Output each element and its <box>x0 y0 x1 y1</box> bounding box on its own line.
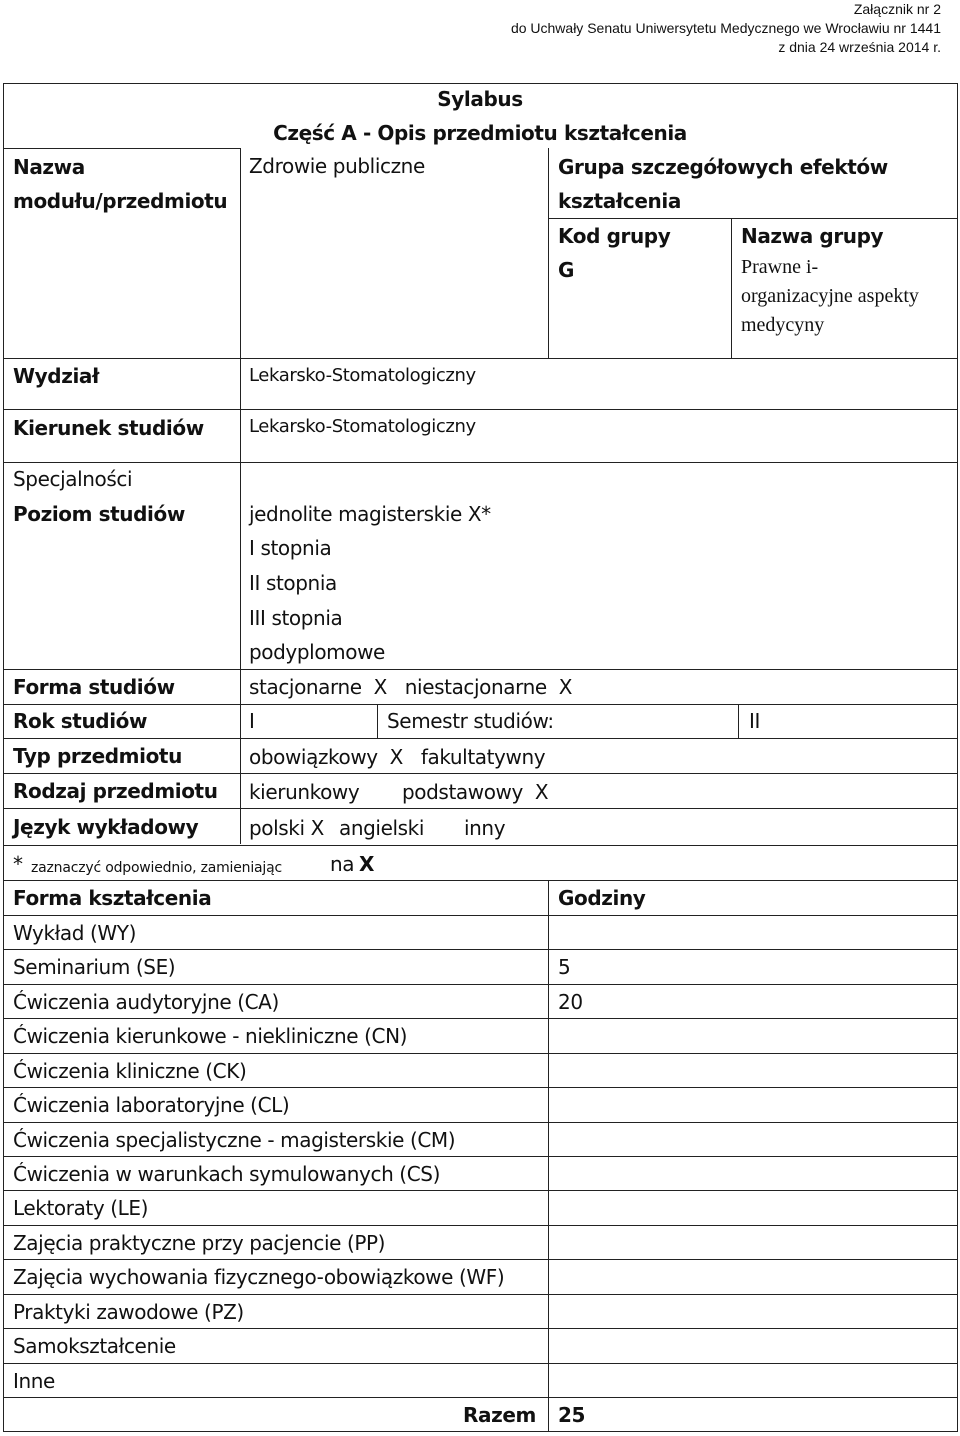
rule <box>3 1328 958 1329</box>
rule <box>3 1018 958 1019</box>
attachment-line-1: Załącznik nr 2 <box>853 1 941 17</box>
rule <box>3 1225 958 1226</box>
attachment-line-2: do Uchwały Senatu Uniwersytetu Medycznego we Wrocławiu nr 1441 <box>510 20 941 36</box>
education-row-hours: 5 <box>558 955 571 979</box>
language-value-b: angielski <box>339 816 425 840</box>
education-row-name: Ćwiczenia kierunkowe - niekliniczne (CN) <box>13 1024 408 1048</box>
education-form-header: Forma kształcenia <box>13 886 212 910</box>
rule <box>3 704 958 705</box>
rule <box>548 880 549 1432</box>
kind-value-a: kierunkowy <box>249 780 360 804</box>
rule <box>3 1087 958 1088</box>
form-value: stacjonarne X niestacjonarne X <box>249 675 573 699</box>
direction-value: Lekarsko-Stomatologiczny <box>249 416 476 437</box>
year-label: Rok studiów <box>13 709 148 733</box>
note-text: zaznaczyć odpowiednio, zamieniając <box>31 860 282 876</box>
level-option: I stopnia <box>249 536 332 560</box>
rule <box>3 1363 958 1364</box>
rule <box>3 1053 958 1054</box>
group-name-line3: medycyny <box>741 314 825 336</box>
group-name-line1: Prawne i- <box>741 256 819 278</box>
rule <box>3 1397 958 1398</box>
kind-value-b: podstawowy X <box>402 780 549 804</box>
rule <box>3 148 240 149</box>
note-x: X <box>359 852 375 876</box>
language-value-c: inny <box>464 816 506 840</box>
rule <box>548 148 549 358</box>
type-value: obowiązkowy X fakultatywny <box>249 745 546 769</box>
faculty-label: Wydział <box>13 364 100 388</box>
faculty-value: Lekarsko-Stomatologiczny <box>249 365 476 386</box>
education-row-name: Seminarium (SE) <box>13 955 176 979</box>
rule <box>3 845 958 846</box>
module-value: Zdrowie publiczne <box>249 154 425 178</box>
education-row-name: Ćwiczenia specjalistyczne - magisterskie (CM) <box>13 1128 456 1152</box>
education-row-name: Ćwiczenia kliniczne (CK) <box>13 1059 247 1083</box>
year-value: I <box>249 709 255 733</box>
type-label: Typ przedmiotu <box>13 744 182 768</box>
attachment-line-3: z dnia 24 września 2014 r. <box>778 39 941 55</box>
rule <box>3 409 958 410</box>
education-row-name: Samokształcenie <box>13 1334 176 1358</box>
group-header-line1: Grupa szczegółowych efektów <box>558 155 888 179</box>
total-label: Razem <box>463 1403 536 1427</box>
language-value-a: polski X <box>249 816 324 840</box>
rule <box>3 915 958 916</box>
kind-label: Rodzaj przedmiotu <box>13 779 218 803</box>
module-label-line1: Nazwa <box>13 155 85 179</box>
rule <box>377 704 378 738</box>
rule <box>3 462 958 463</box>
rule <box>3 669 958 670</box>
form-label: Forma studiów <box>13 675 175 699</box>
education-row-hours: 20 <box>558 990 583 1014</box>
rule <box>3 880 958 881</box>
level-option: III stopnia <box>249 606 343 630</box>
education-hours-header: Godziny <box>558 886 646 910</box>
rule <box>3 984 958 985</box>
group-code-value: G <box>558 258 575 282</box>
rule <box>738 704 739 738</box>
education-row-name: Zajęcia wychowania fizycznego-obowiązkowe (WF) <box>13 1265 505 1289</box>
rule <box>3 1156 958 1157</box>
language-label: Język wykładowy <box>13 815 199 839</box>
rule <box>3 773 958 774</box>
note-star: * <box>13 852 23 876</box>
module-label-line2: modułu/przedmiotu <box>13 189 228 213</box>
education-row-name: Ćwiczenia audytoryjne (CA) <box>13 990 279 1014</box>
note-na: na <box>330 852 355 876</box>
rule <box>548 218 958 219</box>
semester-value: II <box>749 709 760 733</box>
group-name-label: Nazwa grupy <box>741 224 884 248</box>
group-header-line2: kształcenia <box>558 189 681 213</box>
education-row-name: Lektoraty (LE) <box>13 1196 149 1220</box>
total-value: 25 <box>558 1403 586 1427</box>
rule <box>3 1259 958 1260</box>
rule <box>3 949 958 950</box>
semester-label: Semestr studiów: <box>387 709 554 733</box>
specialties-label: Specjalności <box>13 467 133 491</box>
rule <box>731 218 732 358</box>
syllabus-title: Sylabus <box>437 87 523 111</box>
level-option: II stopnia <box>249 571 337 595</box>
education-row-name: Wykład (WY) <box>13 921 137 945</box>
rule <box>3 738 958 739</box>
education-row-name: Zajęcia praktyczne przy pacjencie (PP) <box>13 1231 386 1255</box>
direction-label: Kierunek studiów <box>13 416 204 440</box>
attachment-note <box>511 0 941 57</box>
education-row-name: Inne <box>13 1369 55 1393</box>
group-name-line2: organizacyjne aspekty <box>741 285 919 307</box>
level-option: podyplomowe <box>249 640 385 664</box>
level-label: Poziom studiów <box>13 502 185 526</box>
rule <box>3 1294 958 1295</box>
rule <box>3 808 958 809</box>
rule <box>3 1122 958 1123</box>
rule <box>3 358 958 359</box>
education-row-name: Praktyki zawodowe (PZ) <box>13 1300 244 1324</box>
rule <box>240 148 241 844</box>
rule <box>3 1190 958 1191</box>
education-row-name: Ćwiczenia w warunkach symulowanych (CS) <box>13 1162 440 1186</box>
level-option: jednolite magisterskie X* <box>249 502 491 526</box>
syllabus-subtitle: Część A - Opis przedmiotu kształcenia <box>273 121 687 145</box>
group-code-label: Kod grupy <box>558 224 671 248</box>
education-row-name: Ćwiczenia laboratoryjne (CL) <box>13 1093 290 1117</box>
